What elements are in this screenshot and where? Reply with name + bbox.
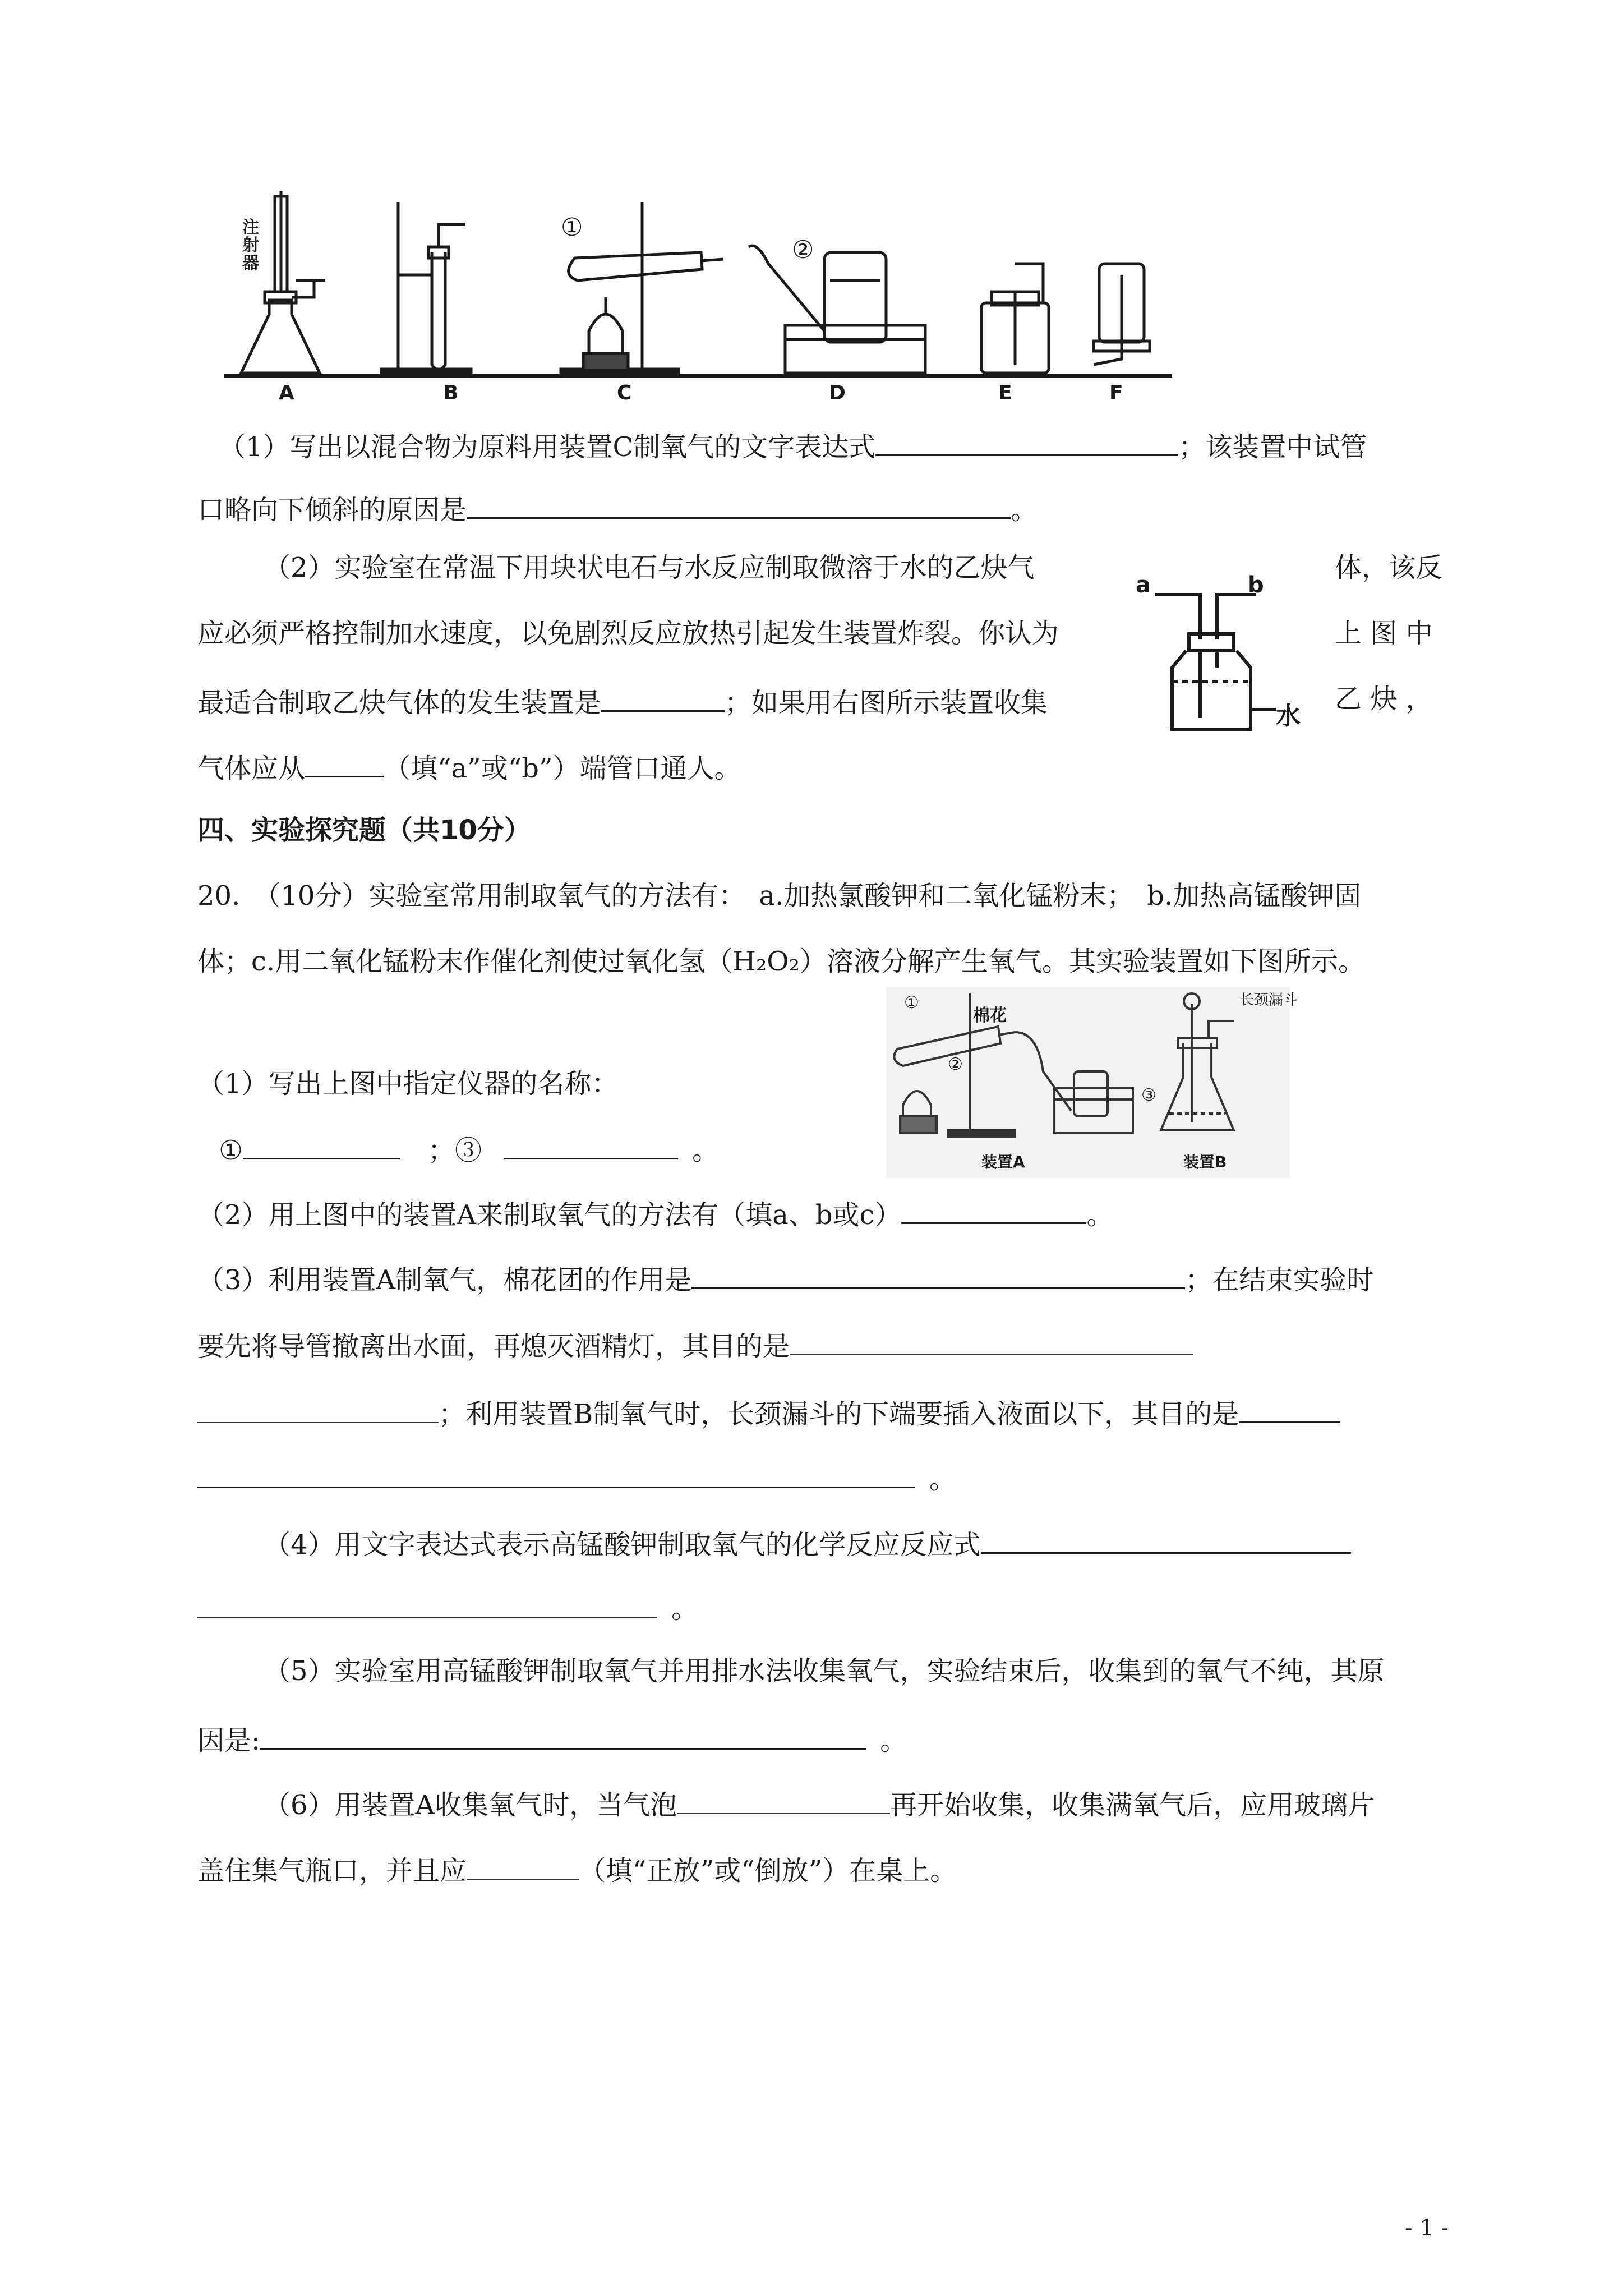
q20-blank-instrument-3[interactable]: [504, 1129, 678, 1159]
q20-p2-text: （2）用上图中的装置A来制取氧气的方法有（填a、b或c）: [197, 1199, 902, 1231]
q20-blank-bubbles[interactable]: [677, 1784, 890, 1814]
q20-p3-text1b: ；在结束实验时: [1185, 1264, 1374, 1296]
q2-line4: [197, 747, 741, 786]
q20-p1-end: 。: [692, 1135, 720, 1166]
q20-blank-instrument-1[interactable]: [243, 1129, 400, 1159]
q20-p6-line2: [197, 1849, 957, 1889]
q2-line1-right: 体，该反: [1335, 552, 1443, 583]
q20-p4-line1: [264, 1523, 1351, 1563]
q2-line1: （2）实验室在常温下用块状电石与水反应制取微溶于水的乙炔气: [264, 552, 1035, 583]
q20-p4-text: （4）用文字表达式表示高锰酸钾制取氧气的化学反应反应式: [264, 1529, 981, 1561]
q20-blank-method[interactable]: [901, 1193, 1086, 1224]
q20-p5-line2: [197, 1719, 907, 1759]
q20-p3-line4: [197, 1457, 956, 1497]
apparatus-label-d: D: [829, 381, 846, 404]
q20-p2: [197, 1193, 1113, 1233]
q20-blank-cotton-role[interactable]: [691, 1258, 1185, 1289]
q20-p3-line1: [197, 1258, 1373, 1298]
q2-line2-right: 上 图 中: [1335, 618, 1433, 649]
q2-line3-text: 最适合制取乙炔气体的发生装置是: [197, 687, 602, 719]
q20-p6-text2b: （填“正放”或“倒放”）在桌上。: [579, 1855, 957, 1887]
q20-blank-orientation[interactable]: [467, 1849, 579, 1880]
section4-title: 四、实验探究题（共10分）: [197, 815, 531, 846]
apparatus-label-e: E: [998, 381, 1012, 404]
q20-p4-line2: [197, 1588, 698, 1627]
q1-reason-text: 口略向下倾斜的原因是: [197, 494, 467, 526]
q1-part1-text: （1）写出以混合物为原料用装置C制氧气的文字表达式: [219, 431, 876, 463]
q2-blank-inlet[interactable]: [305, 747, 384, 777]
apparatus-d: [749, 246, 925, 373]
q20-p6-text2: 盖住集气瓶口，并且应: [197, 1855, 467, 1887]
q20-p5-end: 。: [880, 1725, 907, 1756]
bottle-label-water: 水: [1276, 702, 1301, 730]
q2-blank-device[interactable]: [601, 681, 725, 712]
q20-fig-cotton: 棉花: [973, 1006, 1007, 1025]
q20-p3-text2: 要先将导管撤离出水面，再熄灭酒精灯，其目的是: [197, 1331, 790, 1362]
q20-fig-marker-1: ①: [904, 993, 919, 1013]
q20-p6-text1: （6）用装置A收集氧气时，当气泡: [264, 1789, 677, 1821]
q20-blank-purpose-2[interactable]: [1239, 1392, 1340, 1423]
q20-p3-line3: [197, 1392, 1340, 1432]
q20-p5-line1: （5）实验室用高锰酸钾制取氧气并用排水法收集氧气，实验结束后，收集到的氧气不纯，其原: [264, 1655, 1385, 1687]
q20-p3-text3: ；利用装置B制氧气时，长颈漏斗的下端要插入液面以下，其目的是: [439, 1398, 1239, 1430]
q20-p3-line2: [197, 1325, 1193, 1364]
q20-p1-marker-3: ；③: [428, 1135, 482, 1166]
q20-blank-equation[interactable]: [981, 1523, 1351, 1554]
q1-line2: [197, 488, 1038, 528]
q1-blank-expression[interactable]: [875, 425, 1178, 456]
q20-blank-purpose-1[interactable]: [790, 1325, 1193, 1355]
page-number: - 1 -: [1405, 2215, 1449, 2241]
apparatus-marker-2: ②: [792, 236, 814, 264]
q20-p6-line1: [264, 1784, 1375, 1823]
q20-blank-impure-reason[interactable]: [260, 1719, 866, 1750]
apparatus-marker-1: ①: [561, 213, 583, 242]
apparatus-label-a: A: [279, 381, 294, 404]
q20-p3-end: 。: [929, 1464, 957, 1495]
apparatus-e: [981, 264, 1049, 373]
q1-blank-reason[interactable]: [467, 488, 1011, 519]
syringe-label: 注射器: [242, 218, 259, 273]
q20-line2: 体；c.用二氧化锰粉末作催化剂使过氧化氢（H₂O₂）溶液分解产生氧气。其实验装置如下图所示。: [197, 946, 1365, 977]
q20-p1-marker-1: ①: [219, 1135, 243, 1166]
apparatus-figure-top: [219, 191, 1183, 393]
q20-p3-text1: （3）利用装置A制氧气，棉花团的作用是: [197, 1264, 692, 1296]
apparatus-c: [561, 202, 723, 376]
q20-line1: 20. （10分）实验室常用制取氧气的方法有： a.加热氯酸钾和二氧化锰粉末； b.加热高锰酸钾固: [197, 880, 1362, 912]
q20-fig-marker-3: ③: [1141, 1085, 1156, 1105]
q2-line2: 应必须严格控制加水速度，以免剧烈反应放热引起发生装置炸裂。你认为: [197, 618, 1059, 649]
q20-p5-text: 因是:: [197, 1725, 261, 1756]
q20-p6-text1b: 再开始收集，收集满氧气后，应用玻璃片: [890, 1789, 1375, 1821]
q20-blank-purpose-2-cont[interactable]: [197, 1457, 915, 1488]
apparatus-figure-q20: [886, 987, 1290, 1178]
q2-line3-right: 乙 炔 ，: [1335, 683, 1433, 715]
bottle-label-b: b: [1248, 572, 1264, 598]
apparatus-b: [381, 202, 471, 376]
q2-line3: [197, 681, 1048, 721]
q2-line4-suffix: （填“a”或“b”）端管口通人。: [384, 753, 741, 784]
q20-fig-label-a: 装置A: [981, 1153, 1025, 1171]
q1-part1-suffix: ；该装置中试管: [1178, 431, 1367, 463]
q1-line1: [219, 425, 1367, 465]
apparatus-label-f: F: [1109, 381, 1123, 404]
q20-blank-equation-cont[interactable]: [197, 1588, 657, 1618]
q20-fig-marker-2: ②: [948, 1055, 963, 1074]
q1-line2-end: 。: [1011, 494, 1038, 526]
q20-p4-end: 。: [671, 1593, 699, 1625]
apparatus-f: [1094, 264, 1150, 365]
apparatus-label-b: B: [443, 381, 459, 404]
q2-line3-mid: ；如果用右图所示装置收集: [725, 687, 1048, 719]
q20-fig-funnel: 长颈漏斗: [1239, 992, 1298, 1009]
bottle-label-a: a: [1136, 572, 1151, 598]
q20-fig-label-b: 装置B: [1183, 1153, 1227, 1171]
apparatus-label-c: C: [617, 381, 632, 404]
q20-p2-end: 。: [1086, 1199, 1114, 1231]
q20-p1-line2: [219, 1129, 719, 1168]
q20-blank-purpose-1-cont[interactable]: [197, 1393, 439, 1423]
q2-line4-text: 气体应从: [197, 753, 306, 784]
q20-p1-line1: （1）写出上图中指定仪器的名称：: [197, 1068, 619, 1099]
